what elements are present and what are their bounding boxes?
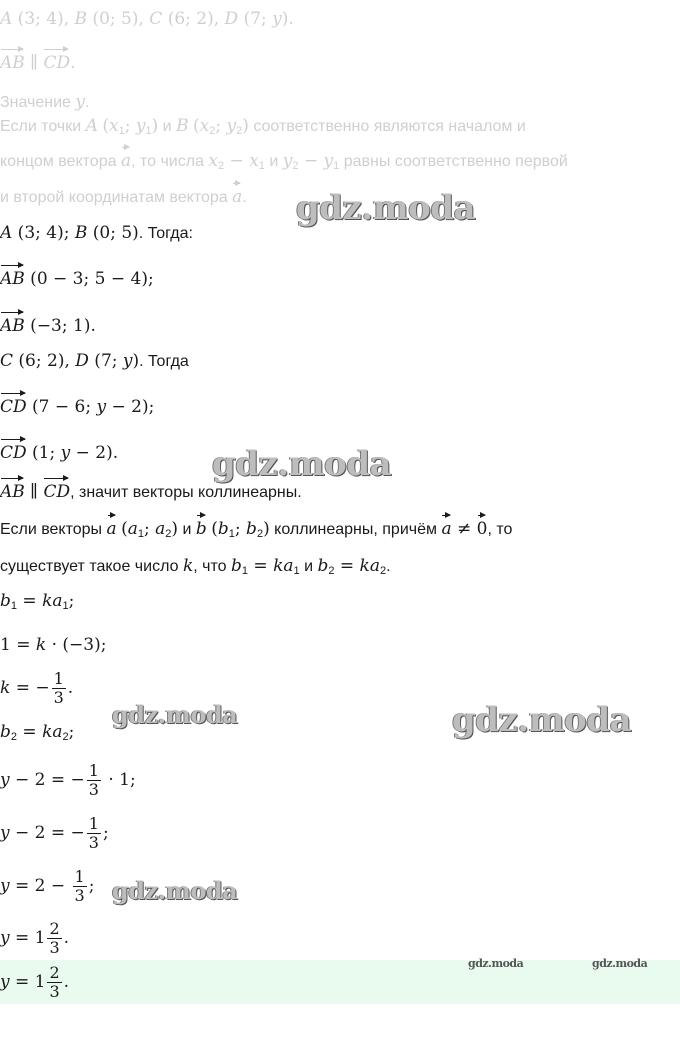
- collinear-statement: AB ∥ CD, значит векторы коллинеарны.: [0, 482, 302, 502]
- then-label: Тогда: [148, 353, 189, 370]
- points-cd: C (6; 2), D (7; y). Тогда: [0, 351, 189, 371]
- eq-y-1: y − 2 = − $\frac{1}{3}$ · 1;: [0, 761, 136, 800]
- then-label: Тогда:: [147, 225, 193, 242]
- watermark-logo: gdz.moda: [452, 700, 632, 740]
- watermark-logo: gdz.moda: [112, 876, 238, 905]
- points-ab: A (3; 4); B (0; 5). Тогда:: [0, 223, 193, 243]
- vector-ab-calc: AB (0 − 3; 5 − 4);: [0, 269, 154, 289]
- rule-line-3: и второй координатам вектора a.: [0, 187, 247, 207]
- collinear-rule-2: существует такое число k, что $b_1 = ka_1$ и $b_2 = ka_2$.: [0, 556, 391, 577]
- eq-k-times: 1 = k · (−3);: [0, 635, 107, 655]
- eq-b1: $b_1 = ka_1$;: [0, 591, 75, 612]
- eq-k-value: k = − $\frac{1}{3}$ .: [0, 669, 74, 708]
- watermark-logo: gdz.moda: [296, 188, 476, 228]
- eq-y-3: y = 2 − $\frac{1}{3}$ ;: [0, 867, 95, 906]
- vector-cd-calc: CD (7 − 6; y − 2);: [0, 397, 155, 417]
- rule-line-1: Если точки A ($x_1$; $y_1$) и B ($x_2$; $y_2$) соответственно являются началом и: [0, 116, 526, 137]
- watermark-logo: gdz.moda: [468, 957, 524, 970]
- given-points: A (3; 4), B (0; 5), C (6; 2), D (7; y).: [0, 9, 294, 29]
- watermark-logo: gdz.moda: [112, 700, 238, 729]
- collinear-rule-1: Если векторы a ($a_1$; $a_2$) и b ($b_1$; $b_2$) коллинеарны, причём a ≠ 0, то: [0, 519, 513, 540]
- eq-y-4: y = 1 $\frac{2}{3}$ .: [0, 919, 70, 958]
- vector-ab-result: AB (−3; 1).: [0, 316, 96, 336]
- rule-line-2: концом вектора a, то числа $x_2 - x_1$ и $y_2 - y_1$ равны соответственно первой: [0, 151, 568, 172]
- watermark-logo: gdz.moda: [212, 444, 392, 484]
- find-label: Значение y.: [0, 92, 90, 112]
- answer-highlight: [0, 960, 680, 1004]
- vector-cd-result: CD (1; y − 2).: [0, 443, 119, 463]
- eq-b2: $b_2 = ka_2$;: [0, 722, 75, 743]
- eq-y-2: y − 2 = − $\frac{1}{3}$ ;: [0, 814, 109, 853]
- answer-line: y = 1 $\frac{2}{3}$ .: [0, 963, 70, 1002]
- parallel-given: AB ∥ CD.: [0, 53, 76, 73]
- watermark-logo: gdz.moda: [592, 957, 648, 970]
